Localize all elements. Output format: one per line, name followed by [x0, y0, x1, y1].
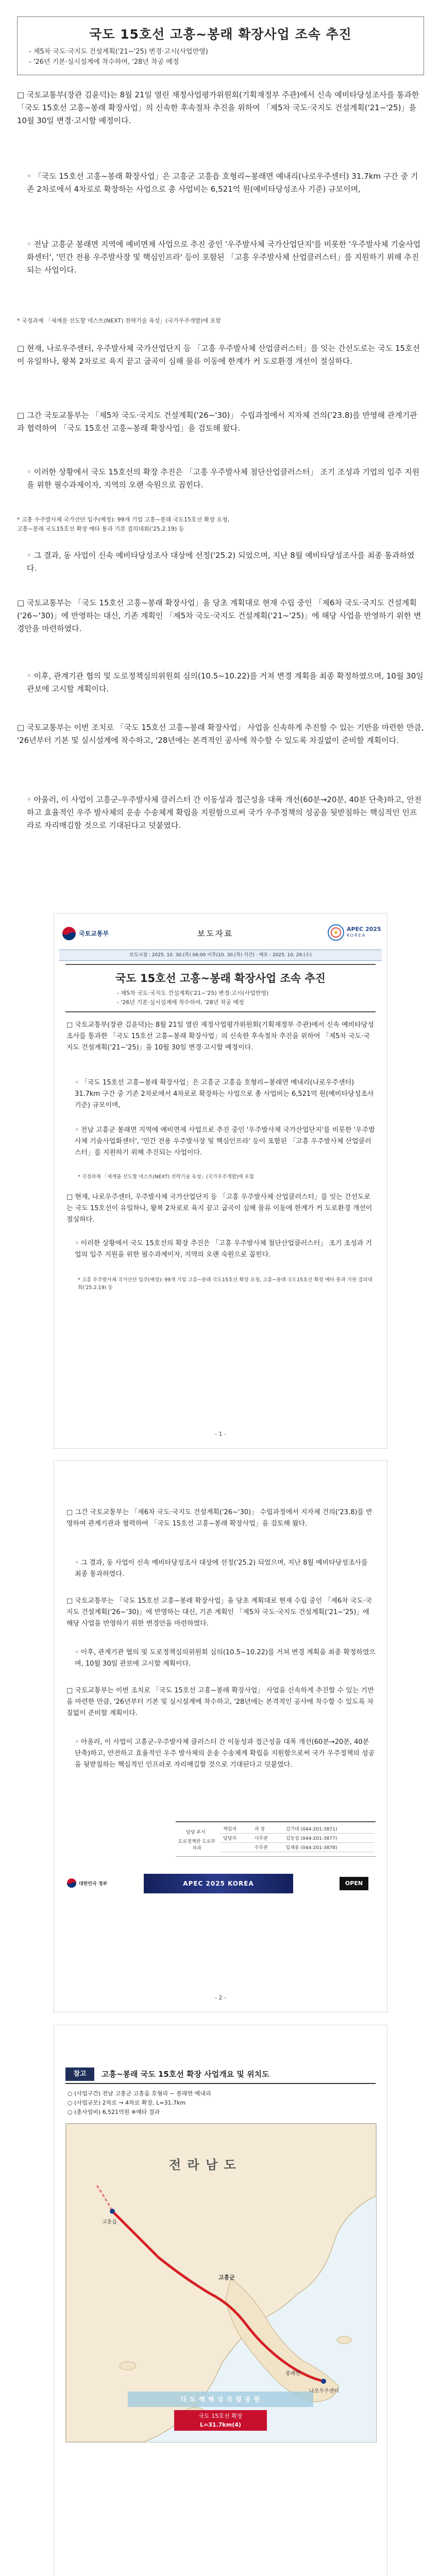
summary-title-box — [17, 16, 424, 75]
doc-type: 보도자료 — [197, 929, 233, 938]
summary-para-11: ◦ 아울러, 이 사업이 고흥군-우주발사체 클러스터 간 이동성과 접근성을 대폭 개선(60분→20분, 40분 단축)하고, 안전하고 효율적인 우주 발사체의 운송 수송체계 확립을 지원함으로써 국가 우주정책의 성공을 뒷받침하는 핵심적인 인프라로 자리매김할 것으로 기대된다고 덧붙였다. — [27, 795, 422, 830]
p1-para-3: ◦ 전남 고흥군 봉래면 지역에 예비면제 사업으로 추진 중인 '우주발사체 국가산업단지'를 비롯한 '우주발사체 기술사업화센터', '민간 전용 우주발사장 및 핵심인프라' 등이 포함된 「고흥 우주발사체 산업클러스터」를 지원하기 위해 추진되는 사업이다. — [75, 1126, 375, 1157]
footer-left-text: 대한민국 정부 — [79, 1882, 108, 1887]
summary-para-4: □ 현재, 나로우주센터, 우주발사체 국가산업단지 등 「고흥 우주발사체 산업클러스터」를 잇는 간선도로는 국도 15호선이 유일하나, 왕복 2차로로 육지 끝고 굽곡이 심해 물류 이동에 한계가 커 도로환경 개선이 절실하다. — [17, 344, 420, 366]
press-subtitle-2: - '26년 기본·실시설계에 착수하여, '28년 착공 예정 — [117, 999, 244, 1006]
press-page-3 — [54, 2025, 387, 2576]
summary-para-7: ◦ 그 결과, 동 사업이 신속 예비타당성조사 대상에 선정('25.2) 되었으며, 지난 8월 예비타당성조사를 최종 통과하였다. — [27, 551, 415, 573]
p1-para-1: □ 국토교통부(장관 김윤덕)는 8월 21일 열린 재정사업평가위원회(기획재정부 주관)에서 신속 예비타당성조사를 통과한 「국도 15호선 고흥~봉래 확장사업」의 신속한 후속절차 추진을 위하여 「제5차 국도·국지도 건설계획('21~'25)」을 10월 30일 변경·고시할 예정이다. — [66, 1021, 374, 1052]
summary-para-5: □ 그간 국토교통부는 「제5차 국도·국지도 건설계획('26~'30)」 수립과정에서 지자체 건의('23.8)를 반영해 관계기관과 협력하여 「국도 15호선 고흥~봉래 확장사업」을 검토해 왔다. — [17, 411, 417, 433]
contact-row: 주무관 임재용 (044-201-3878) — [220, 1843, 375, 1852]
footer-gov-logo — [66, 1876, 113, 1891]
p1-para-5: ◦ 이러한 상황에서 국도 15호선의 확장 추진은 「고흥 우주발사체 첨단산업클러스터」 조기 조성과 기업의 입주 지원을 위한 필수과제이자, 지역의 오랜 숙원으로 꼽힌다. — [75, 1240, 373, 1259]
press-subtitle-1: - 제5차 국도·국지도 건설계획('21~'25) 변경·고시(사업반영) — [117, 990, 269, 996]
page-number-1: - 1 - — [215, 1431, 226, 1437]
map-start-point — [110, 2209, 115, 2214]
summary-subtitle-2: - '26년 기본·실시설계에 착수하여, '28년 착공 예정 — [29, 58, 179, 66]
map-place-4: 봉래면 — [285, 2371, 300, 2377]
p2-para-4: ◦ 이후, 관계기관 협의 및 도로정책심의위원회 심의(10.5~10.22)를 거쳐 변경 계획을 최종 확정하였으며, 10월 30일 관보에 고시할 계획이다. — [75, 1649, 376, 1668]
gov-emblem-icon — [66, 1878, 77, 1888]
release-line: 보도시점 : 2025. 10. 30.(목) 06:00 이후(10. 30.(목) 석간) · 배포 : 2025. 10. 29.(수) — [129, 953, 312, 958]
summary-para-6: ◦ 이러한 상황에서 국도 15호선의 확장 추진은 「고흥 우주발사체 첨단산업클러스터」 조기 조성과 기업의 입주 지원을 위한 필수과제이자, 지역의 오랜 숙원으로 꼽힌다. — [27, 467, 420, 489]
press-header — [59, 920, 382, 947]
p2-para-5: □ 국토교통부는 이번 조치로 「국도 15호선 고흥~봉래 확장사업」 사업을 신속하게 추진할 수 있는 기반을 마련한 만큼, '26년부터 기본 및 실시설계에 착수하고, '28년에는 본격적인 공사에 착수할 수 있도록 차질없이 준비할 계획이다. — [66, 1687, 374, 1717]
ref-item-3: ○ (총사업비) 6,521억원 ※예타 결과 — [67, 2109, 160, 2115]
map-route-legend — [174, 2410, 267, 2431]
p2-para-2: ◦ 그 결과, 동 사업이 신속 예비타당성조사 대상에 선정('25.2) 되었으며, 지난 8월 예비타당성조사를 최종 통과하였다. — [75, 1559, 368, 1578]
contact-dept: 도로정책관 도로투자과 — [178, 1839, 216, 1851]
map-region-label: 전 라 남 도 — [169, 2158, 237, 2172]
p2-para-1: □ 그간 국토교통부는 「제6차 국도·국지도 건설계획('26~'30)」 수립과정에서 지자체 건의('23.8)를 반영하여 관계기관과 협력하여 「국도 15호선 고흥~봉래 확장사업」을 검토해 왔다. — [66, 1509, 373, 1528]
p2-para-3: □ 국토교통부는 「국도 15호선 고흥~봉래 확장사업」을 당초 계획대로 현재 수립 중인 「제6차 국도·국지도 건설계획('26~'30)」에 반영하는 대신, 기존 계획인 「제5차 국도·국지도 건설계획('21~'25)」에 해당 사업을 반영하기 위한 변경안을 마련하였다. — [66, 1597, 372, 1628]
map-route-length: L=31.7km(4) — [200, 2421, 241, 2428]
p2-para-6: ◦ 아울러, 이 사업이 고흥군-우주발사체 클러스터 간 이동성과 접근성을 대폭 개선(60분→20분, 40분 단축)하고, 안전하고 효율적인 우주 발사체의 운송 수송체계 확립을 지원함으로써 국가 우주정책의 성공을 뒷받침하는 핵심적인 인프라로 자리매김할 것으로 기대된다고 덧붙였다. — [75, 1738, 375, 1769]
summary-note-2: * 고흥 우주발사체 국가산단 입주(예정): 99개 기업 고흥~봉래 국도15호선 확장 요청, — [17, 516, 230, 523]
contact-block — [176, 1821, 376, 1857]
map-route-label: 국도 15호선 확장 — [198, 2413, 243, 2419]
summary-note-3: 고흥~봉래 국도15호선 확장 예타 통과 기본 결의대회('25.2.19) 등 — [17, 526, 184, 532]
map-sea-label: 다 도 해 해 상 국 립 공 원 — [180, 2396, 261, 2403]
apec-sub: KOREA — [347, 933, 366, 938]
ref-tag: 참고 — [65, 2067, 94, 2081]
press-title-box — [65, 964, 376, 1012]
page-number-2: - 2 - — [215, 1994, 226, 2001]
summary-para-8: □ 국토교통부는 「국도 15호선 고흥~봉래 확장사업」을 당초 계획대로 현재 수립 중인 「제6차 국도·국지도 건설계획('26~'30)」에 반영하는 대신, 기존 계획인 「제5차 국도·국지도 건설계획('21~'25)」에 해당 사업을 반영하기 위한 변경안을 마련하였다. — [17, 598, 421, 633]
map-place-1: 고흥군 — [218, 2274, 235, 2281]
map-place-2: 고흥읍 — [102, 2219, 117, 2225]
ref-title: 고흥~봉래 국도 15호선 확장 사업개요 및 위치도 — [101, 2070, 269, 2079]
p1-note-2: * 고흥 우주발사체 국가산단 입주(예정): 99개 기업 고흥~봉래 국도15호선 확장 요청, 고흥~봉래 국도15호선 확장 예타 통과 기원 결의대회('25.2.19) 등 — [78, 1277, 373, 1291]
summary-para-9: ◦ 이후, 관계기관 협의 및 도로정책심의위원회 심의(10.5~10.22)를 거쳐 변경 계획을 최종 확정하였으며, 10월 30일 관보에 고시할 계획이다. — [27, 671, 424, 693]
summary-title: 국도 15호선 고흥~봉래 확장사업 조속 추진 — [89, 27, 352, 42]
contact-row: 담당자 사무관 김동섭 (044-201-3877) — [220, 1834, 375, 1843]
summary-para-3: ◦ 전남 고흥군 봉래면 지역에 예비면제 사업으로 추진 중인 '우주발사체 국가산업단지'를 비롯한 '우주발사체 기술사업화센터', '민간 전용 우주발사장 및 핵심인프라' 등이 포함된 「고흥 우주발사체 산업클러스터」를 지원하기 위해 추진되는 사업이다. — [27, 240, 421, 275]
apec-logo-icon — [327, 924, 345, 941]
press-title: 국도 15호선 고흥~봉래 확장사업 조속 추진 — [115, 972, 326, 985]
ministry-logo-icon — [61, 926, 77, 941]
summary-para-2: ◦ 「국도 15호선 고흥~봉래 확장사업」은 고흥군 고흥읍 호형리~봉래면 예내리(나로우주센터) 31.7km 구간 중 기존 2차로에서 4차로로 확장하는 사업으로 총 사업비는 6,521억 원(예비타당성조사 기준) 규모이며, — [27, 172, 418, 194]
summary-subtitle-1: - 제5차 국도·국지도 건설계획('21~'25) 변경·고시(사업반영) — [29, 48, 208, 56]
ref-header — [65, 2066, 376, 2084]
map-place-3: 나로우주센터 — [309, 2388, 339, 2394]
footer-apec-text: APEC 2025 KOREA — [183, 1880, 254, 1887]
ministry-name: 국토교통부 — [79, 930, 109, 937]
press-page-2 — [54, 1460, 387, 2012]
contact-table — [220, 1824, 375, 1852]
contact-label: 담당 부서 — [186, 1830, 206, 1835]
ref-item-2: ○ (사업규모) 2차로 → 4차로 확장, L=31.7km — [67, 2099, 186, 2106]
summary-note-1: * 국정과제 「세계를 선도할 넥스트(NEXT) 전략기술 육성」(국가우주개발)에 포함 — [17, 317, 221, 324]
footer-apec-banner — [144, 1874, 293, 1893]
p1-para-4: □ 현재, 나로우주센터, 우주발사체 국가산업단지 등 「고흥 우주발사체 산업클러스터」를 잇는 간선도로는 국도 15호선이 유일하나, 왕복 2차로로 육지 끝고 굽곡이 심해 물류 이동에 한계가 커 도로환경 개선이 절실하다. — [66, 1193, 373, 1224]
footer-open-text: OPEN — [345, 1880, 363, 1887]
footer-banner — [66, 1873, 376, 1895]
ref-item-1: ○ (사업구간) 전남 고흥군 고흥읍 호형리 ~ 봉래면 예내리 — [67, 2090, 211, 2097]
p1-note-1: * 국정과제 「세계를 선도할 넥스트(NEXT) 전략기술 육성」(국가우주개발)에 포함 — [78, 1174, 254, 1180]
press-page-1 — [54, 913, 387, 1449]
contact-row: 책임자 과 장 김기대 (044-201-3871) — [220, 1824, 375, 1834]
summary-para-10: □ 국토교통부는 이번 조치로 「국도 15호선 고흥~봉래 확장사업」 사업을 신속하게 추진할 수 있는 기반을 마련한 만큼, '26년부터 기본 및 실시설계에 착수하고, '28년에는 본격적인 공사에 착수할 수 있도록 차질없이 준비할 계획이다. — [17, 723, 424, 745]
apec-label: APEC 2025 — [347, 926, 381, 933]
summary-para-1: □ 국토교통부(장관 김윤덕)는 8월 21일 열린 재정사업평가위원회(기획재정부 주관)에서 신속 예비타당성조사를 통과한 「국도 15호선 고흥~봉래 확장사업」의 신속한 후속절차 추진을 위하여 「제5차 국도·국지도 건설계획('21~'25)」을 10월 30일 변경·고시할 예정이다. — [17, 90, 419, 125]
footer-open-badge — [340, 1877, 368, 1890]
summary-section — [0, 0, 440, 907]
release-bar — [59, 950, 382, 961]
map-end-point — [321, 2379, 326, 2384]
location-map — [65, 2123, 377, 2443]
p1-para-2: ◦ 「국도 15호선 고흥~봉래 확장사업」은 고흥군 고흥읍 호형리~봉래면 예내리(나로우주센터) 31.7km 구간 중 기존 2차로에서 4차로로 확장하는 사업으로 총 사업비는 6,521억 원(예비타당성조사 기준) 규모이며, — [75, 1079, 374, 1109]
